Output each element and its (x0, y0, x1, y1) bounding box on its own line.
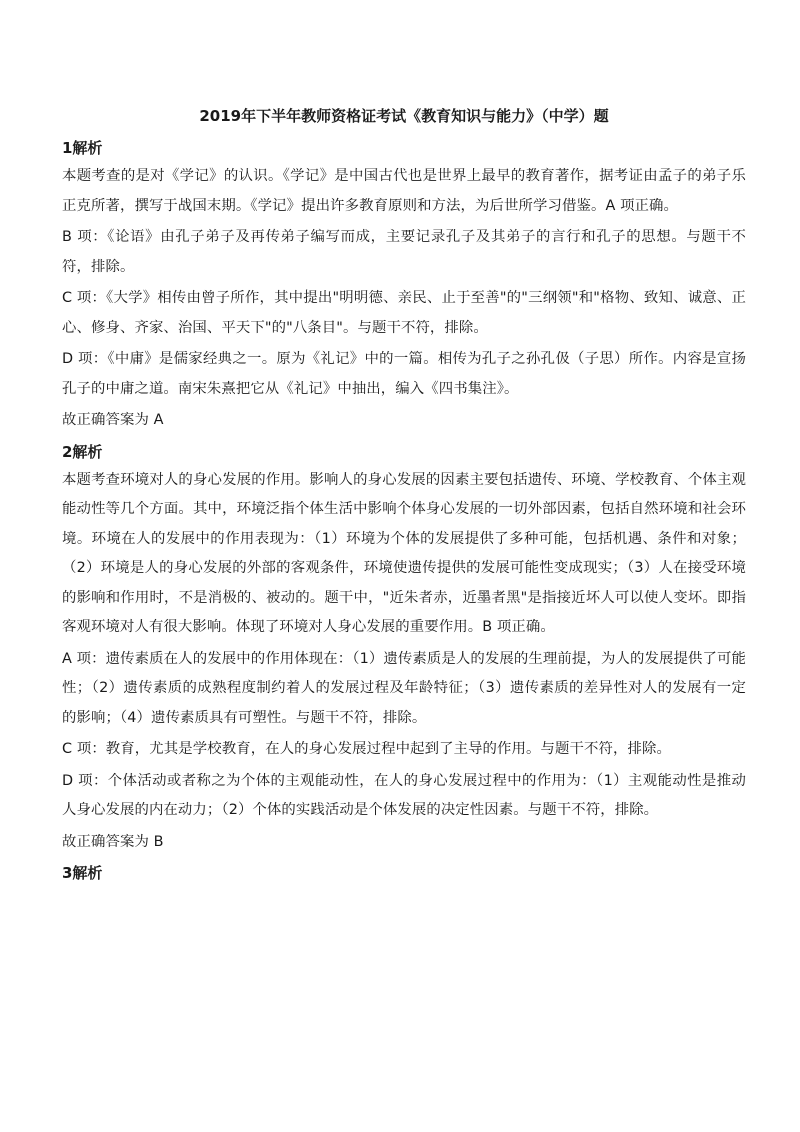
section-heading: 2解析 (62, 442, 103, 461)
paragraph: 本题考查的是对《学记》的认识。《学记》是中国古代也是世界上最早的教育著作，据考证由孟子的弟子乐正克所著，撰写于战国末期。《学记》提出许多教育原则和方法，为后世所学习借鉴。A 项正确。 (62, 168, 746, 214)
document-page (62, 100, 746, 887)
paragraph: C 项：教育，尤其是学校教育，在人的身心发展过程中起到了主导的作用。与题干不符，排除。 (62, 741, 671, 757)
paragraph: D 项：个体活动或者称之为个体的主观能动性，在人的身心发展过程中的作用为：（1）主观能动性是推动人身心发展的内在动力；（2）个体的实践活动是个体发展的决定性因素。与题干不符，排除。 (62, 772, 746, 818)
answer-line: 故正确答案为 B (62, 833, 164, 850)
paragraph: 本题考查环境对人的身心发展的作用。影响人的身心发展的因素主要包括遗传、环境、学校教育、个体主观能动性等几个方面。其中，环境泛指个体生活中影响个体身心发展的一切外部因素，包括自然环境和社会环境。环境在人的发展中的作用表现为：（1）环境为个体的发展提供了多种可能，包括机遇、条件和对象；（2）环境是人的身心发展的外部的客观条件，环境使遗传提供的发展可能性变成现实；（3）人在接受环境的影响和作用时，不是消极的、被动的。题干中，"近朱者赤，近墨者黑"是指接近坏人可以使人变坏。即指客观环境对人有很大影响。体现了环境对人身心发展的重要作用。B 项正确。 (62, 471, 746, 635)
section-2 (62, 438, 746, 858)
section-1 (62, 134, 746, 436)
paragraph: D 项：《中庸》是儒家经典之一。原为《礼记》中的一篇。相传为孔子之孙孔伋（子思）所作。内容是宣扬孔子的中庸之道。南宋朱熹把它从《礼记》中抽出，编入《四书集注》。 (62, 351, 746, 397)
paragraph: C 项：《大学》相传由曾子所作，其中提出"明明德、亲民、止于至善"的"三纲领"和"格物、致知、诚意、正心、修身、齐家、治国、平天下"的"八条目"。与题干不符，排除。 (62, 290, 746, 336)
section-3 (62, 859, 746, 887)
section-heading: 1解析 (62, 139, 103, 157)
paragraph: B 项：《论语》由孔子弟子及再传弟子编写而成，主要记录孔子及其弟子的言行和孔子的思想。与题干不符，排除。 (62, 229, 746, 275)
section-heading: 3解析 (62, 864, 103, 882)
document-title: 2019年下半年教师资格证考试《教育知识与能力》（中学）题 (199, 107, 609, 125)
answer-line: 故正确答案为 A (62, 412, 164, 428)
paragraph: A 项：遗传素质在人的发展中的作用体现在：（1）遗传素质是人的发展的生理前提，为人的发展提供了可能性；（2）遗传素质的成熟程度制约着人的发展过程及年龄特征；（3）遗传素质的差异性对人的发展有一定的影响；（4）遗传素质具有可塑性。与题干不符，排除。 (62, 650, 746, 726)
